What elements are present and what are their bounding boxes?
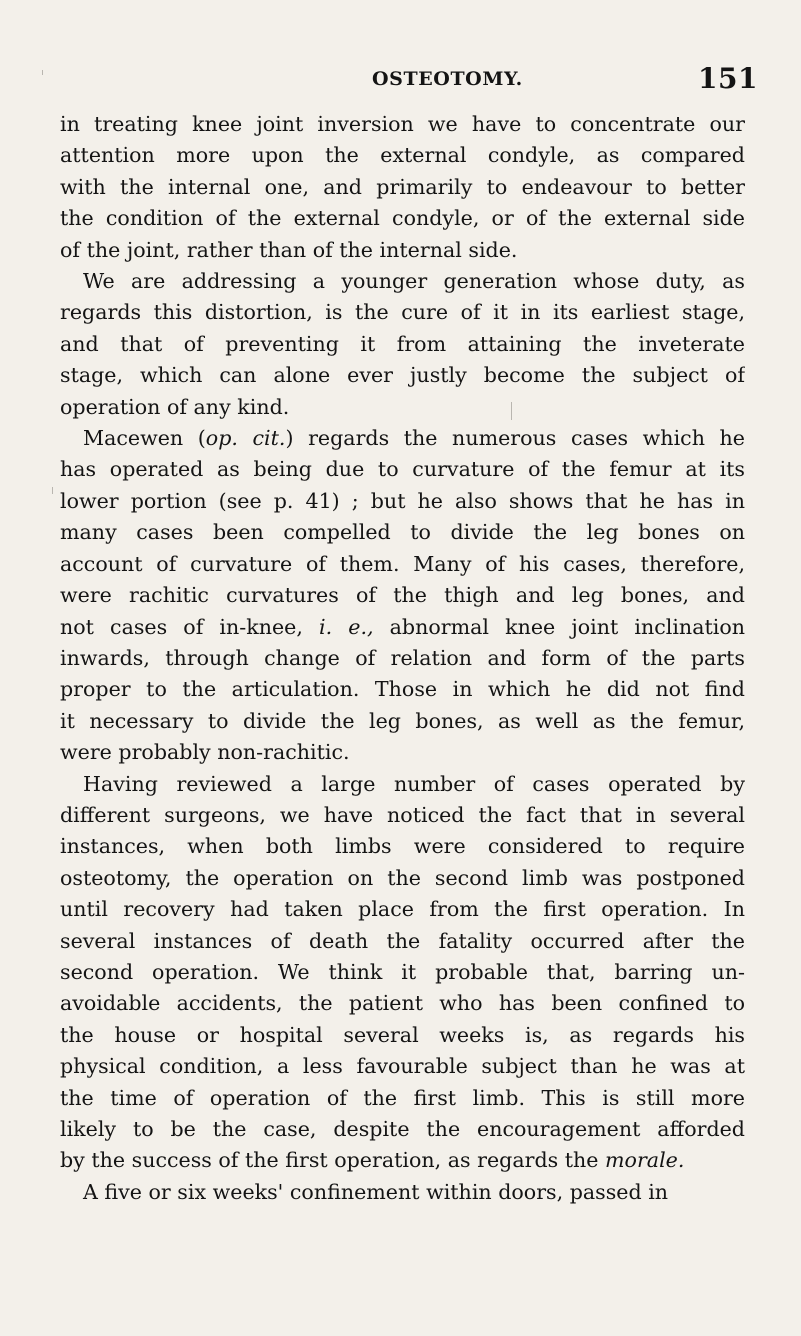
running-title: OSTEOTOMY.	[372, 68, 523, 90]
italic-phrase: morale.	[605, 1148, 685, 1173]
text-line: inwards, through change of relation and form of the parts	[60, 645, 745, 670]
text-line: the time of operation of the first limb. This is still more	[60, 1085, 745, 1110]
text-line: lower portion (see p. 41) ; but he also shows that he has in	[60, 488, 745, 513]
text-line: until recovery had taken place from the first operation. In	[60, 897, 745, 922]
text-line: physical condition, a less favourable subject than he was at	[60, 1054, 745, 1079]
scan-speck	[42, 70, 43, 75]
text-line: likely to be the case, despite the encouragement afforded	[60, 1117, 745, 1141]
text-line: operation of any kind.	[60, 394, 290, 419]
text-line: in treating knee joint inversion we have to concentrate our	[60, 112, 745, 136]
text-line: by the success of the first operation, as regards the morale.	[60, 1148, 685, 1173]
text-line: has operated as being due to curvature of the femur at its	[60, 457, 745, 482]
text-line: We are addressing a younger generation whose duty, as	[83, 269, 745, 294]
text-line: it necessary to divide the leg bones, as well as the femur,	[60, 708, 745, 733]
text-line: were rachitic curvatures of the thigh and leg bones, and	[60, 583, 745, 608]
italic-phrase: i. e.,	[319, 614, 374, 639]
italic-phrase: op. cit.	[205, 426, 286, 451]
text-line: proper to the articulation. Those in which he did not find	[60, 677, 745, 702]
text-line: and that of preventing it from attaining the inveterate	[60, 331, 745, 356]
text-line: A five or six weeks' confinement within doors, passed in	[83, 1179, 669, 1204]
text-line: attention more upon the external condyle, as compared	[60, 143, 745, 168]
text-line: instances, when both limbs were considered to require	[60, 834, 745, 859]
text-line: Having reviewed a large number of cases operated by	[83, 771, 745, 796]
text-line: second operation. We think it probable that, barring un-	[60, 959, 745, 984]
text-line: avoidable accidents, the patient who has been confined to	[60, 991, 745, 1016]
text-line: different surgeons, we have noticed the fact that in several	[60, 802, 745, 827]
text-line: with the internal one, and primarily to endeavour to better	[60, 174, 745, 199]
scan-speck	[52, 487, 53, 494]
text-line: were probably non-rachitic.	[60, 740, 350, 765]
text-line: regards this distortion, is the cure of it in its earliest stage,	[60, 300, 745, 325]
text-line: not cases of in-knee, i. e., abnormal knee joint inclination	[60, 614, 745, 639]
text-line: stage, which can alone ever justly become the subject of	[60, 363, 745, 388]
text-line: the condition of the external condyle, or of the external side	[60, 206, 745, 231]
text-line: of the joint, rather than of the internal side.	[60, 237, 518, 262]
body-text	[60, 109, 745, 1208]
text-line: several instances of death the fatality occurred after the	[60, 928, 745, 953]
running-head	[82, 62, 758, 102]
text-line: the house or hospital several weeks is, as regards his	[60, 1022, 745, 1047]
text-line: many cases been compelled to divide the leg bones on	[60, 520, 745, 545]
scan-speck	[511, 402, 512, 420]
page-number: 151	[698, 62, 758, 95]
text-line: osteotomy, the operation on the second limb was postponed	[60, 865, 745, 890]
text-line: Macewen (op. cit.) regards the numerous cases which he	[83, 426, 745, 451]
text-line: account of curvature of them. Many of his cases, therefore,	[60, 551, 745, 576]
